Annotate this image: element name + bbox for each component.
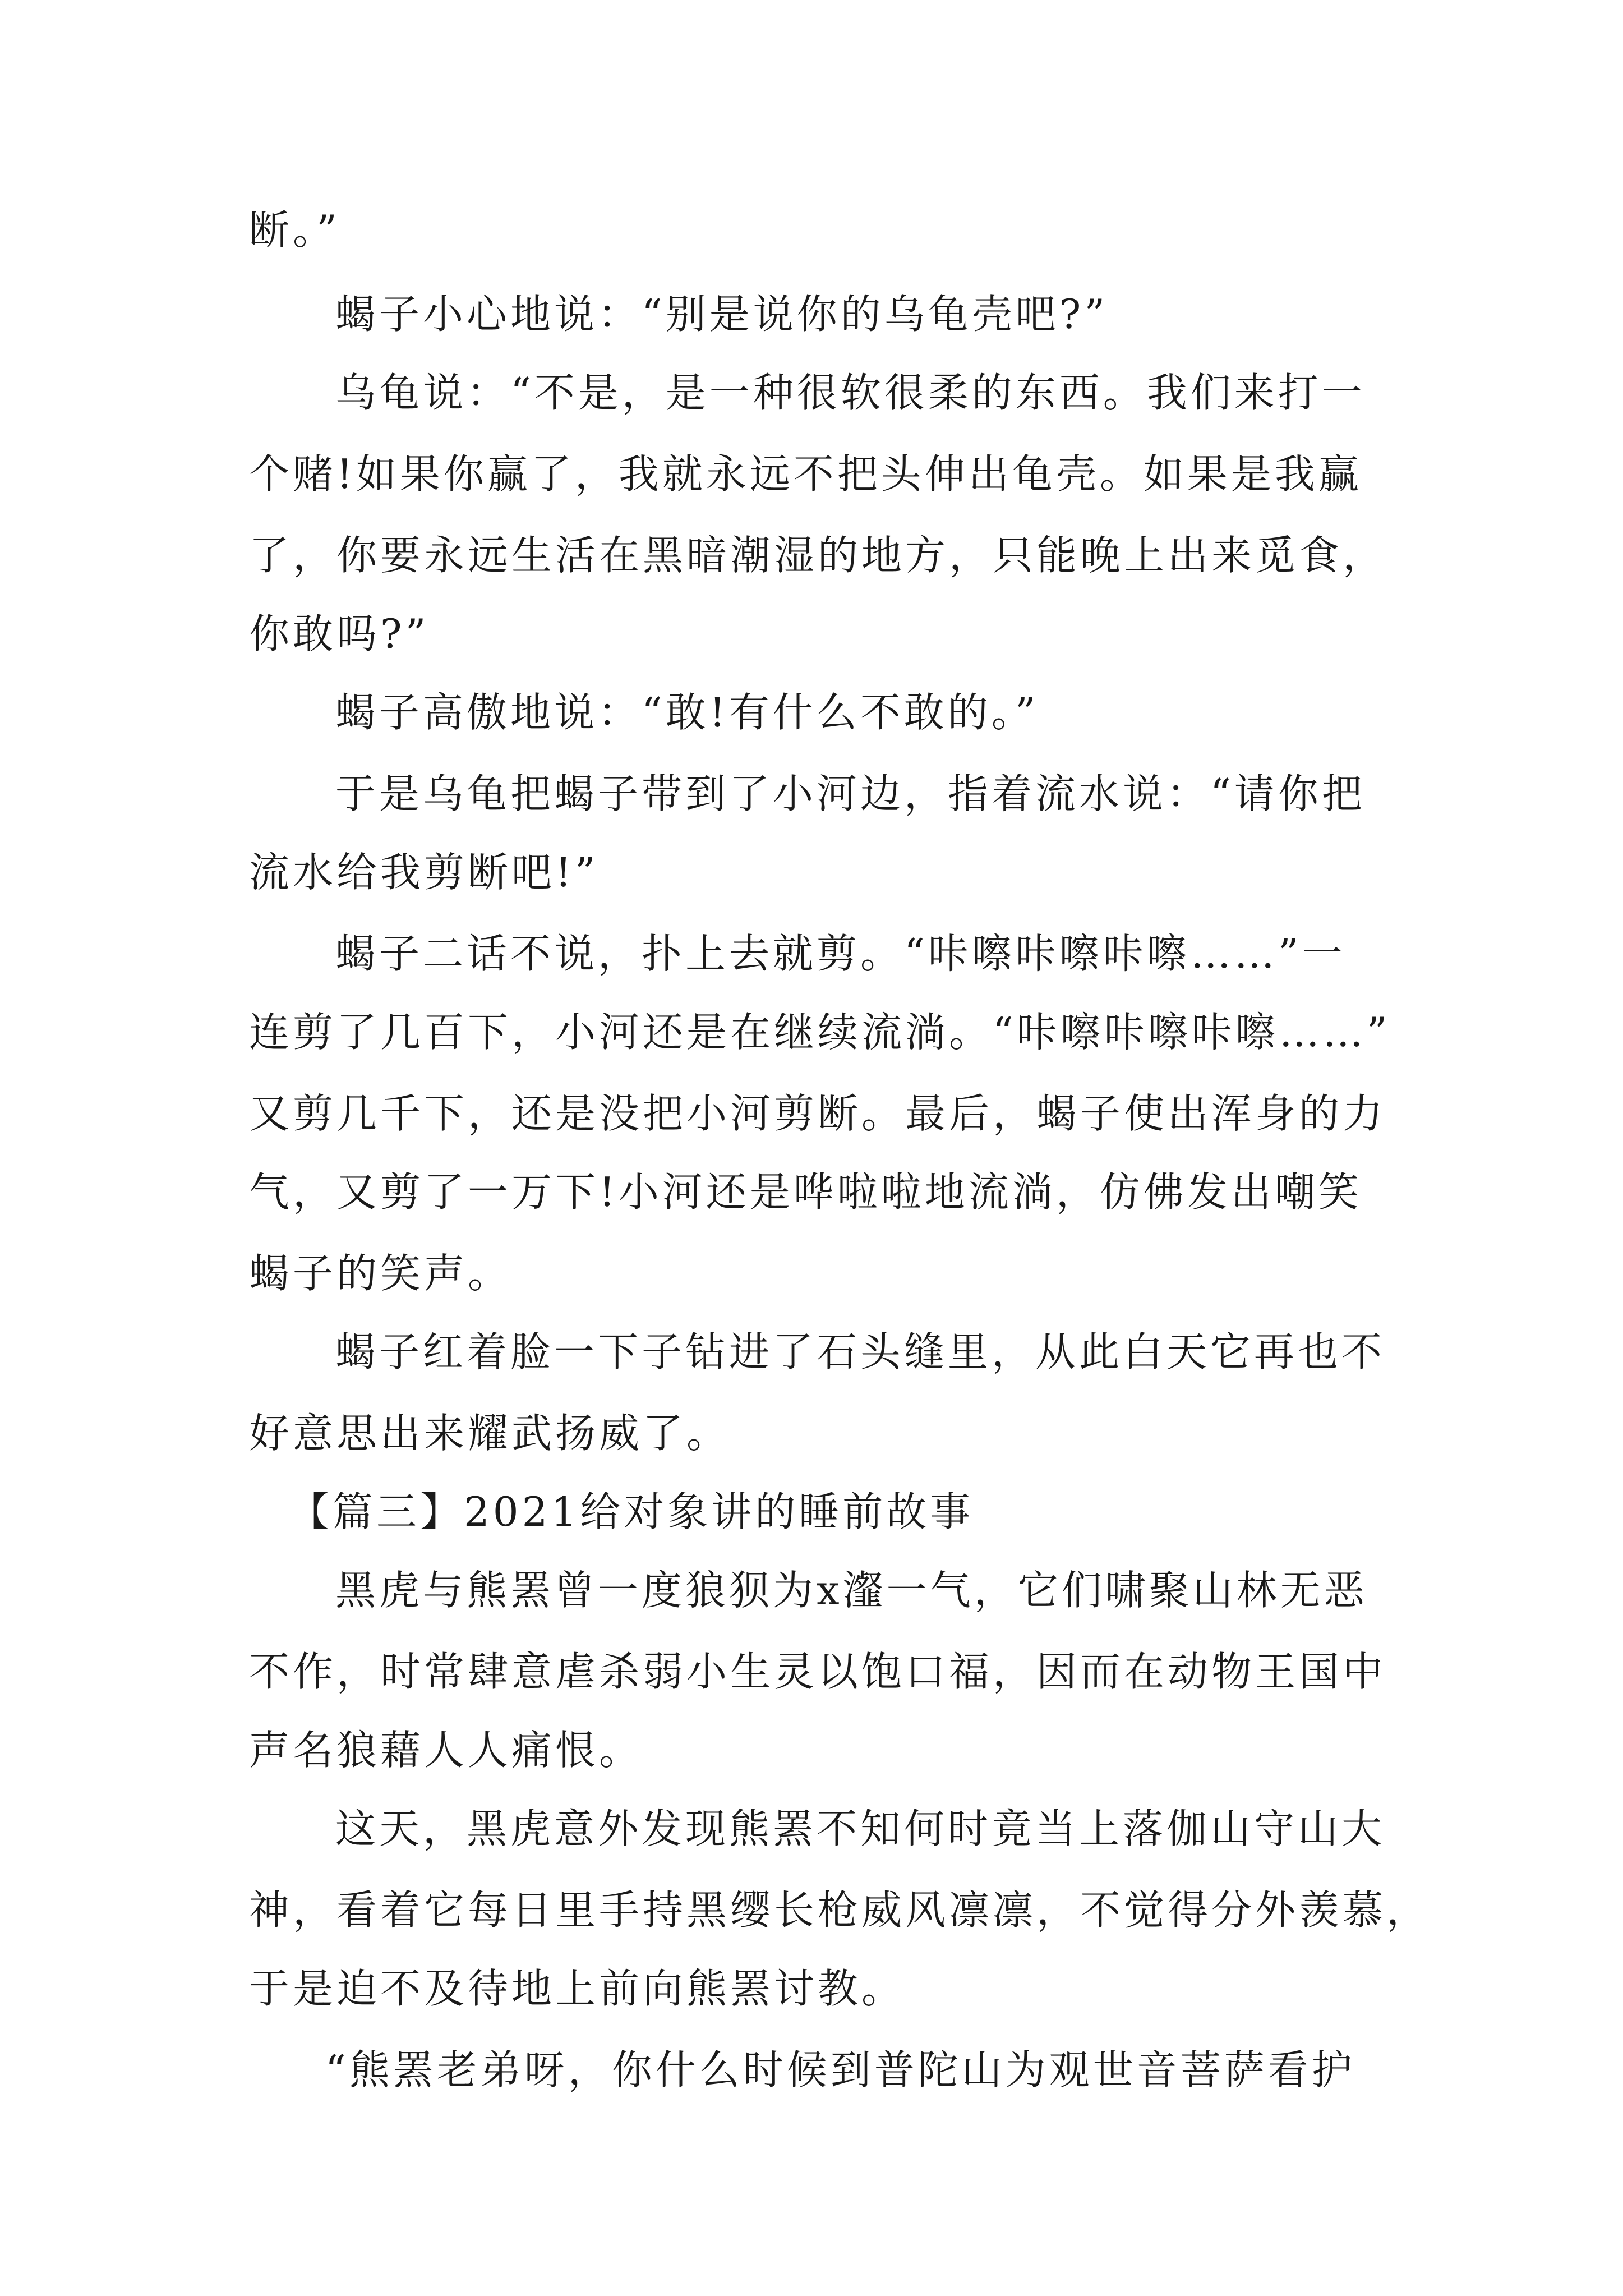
text-line-20: 声名狼藉人人痛恨。 (249, 1727, 643, 1774)
text-line-6: 你敢吗?” (249, 610, 430, 657)
text-line-19: 不作，时常肆意虐杀弱小生灵以饱口福，因而在动物王国中 (249, 1648, 1387, 1695)
text-line-3: 乌龟说：“不是，是一种很软很柔的东西。我们来打一 (335, 369, 1366, 416)
text-line-22: 神，看着它每日里手持黑缨长枪威风凛凛，不觉得分外羡慕， (249, 1887, 1431, 1934)
text-line-2: 蝎子小心地说：“别是说你的乌龟壳吧?” (335, 291, 1109, 338)
text-line-12: 又剪几千下，还是没把小河剪断。最后，蝎子使出浑身的力 (249, 1090, 1387, 1137)
text-line-9: 流水给我剪断吧!” (249, 849, 599, 896)
text-line-8: 于是乌龟把蝎子带到了小河边，指着流水说：“请你把 (335, 770, 1366, 817)
text-line-11: 连剪了几百下，小河还是在继续流淌。“咔嚓咔嚓咔嚓……” (249, 1009, 1391, 1056)
text-line-10: 蝎子二话不说，扑上去就剪。“咔嚓咔嚓咔嚓……”一 (335, 930, 1346, 977)
text-line-16: 好意思出来耀武扬威了。 (249, 1410, 731, 1457)
text-line-1: 断。” (249, 206, 340, 254)
text-line-5: 了，你要永远生活在黑暗潮湿的地方，只能晚上出来觅食， (249, 532, 1387, 579)
text-line-15: 蝎子红着脸一下子钻进了石头缝里，从此白天它再也不 (335, 1328, 1386, 1375)
text-line-23: 于是迫不及待地上前向熊罴讨教。 (249, 1965, 906, 2012)
text-line-14: 蝎子的笑声。 (249, 1250, 512, 1297)
text-line-13: 气，又剪了一万下!小河还是哗啦啦地流淌，仿佛发出嘲笑 (249, 1168, 1362, 1216)
text-line-4: 个赌!如果你赢了，我就永远不把头伸出龟壳。如果是我赢 (249, 450, 1362, 498)
text-line-18: 黑虎与熊罴曾一度狼狈为x瀣一气，它们啸聚山林无恶 (335, 1567, 1368, 1614)
section-heading: 【篇三】2021给对象讲的睡前故事 (289, 1488, 974, 1535)
text-line-21: 这天，黑虎意外发现熊罴不知何时竟当上落伽山守山大 (335, 1805, 1386, 1852)
text-line-24: “熊罴老弟呀，你什么时候到普陀山为观世音菩萨看护 (325, 2046, 1355, 2093)
text-line-7: 蝎子高傲地说：“敢!有什么不敢的。” (335, 689, 1039, 736)
